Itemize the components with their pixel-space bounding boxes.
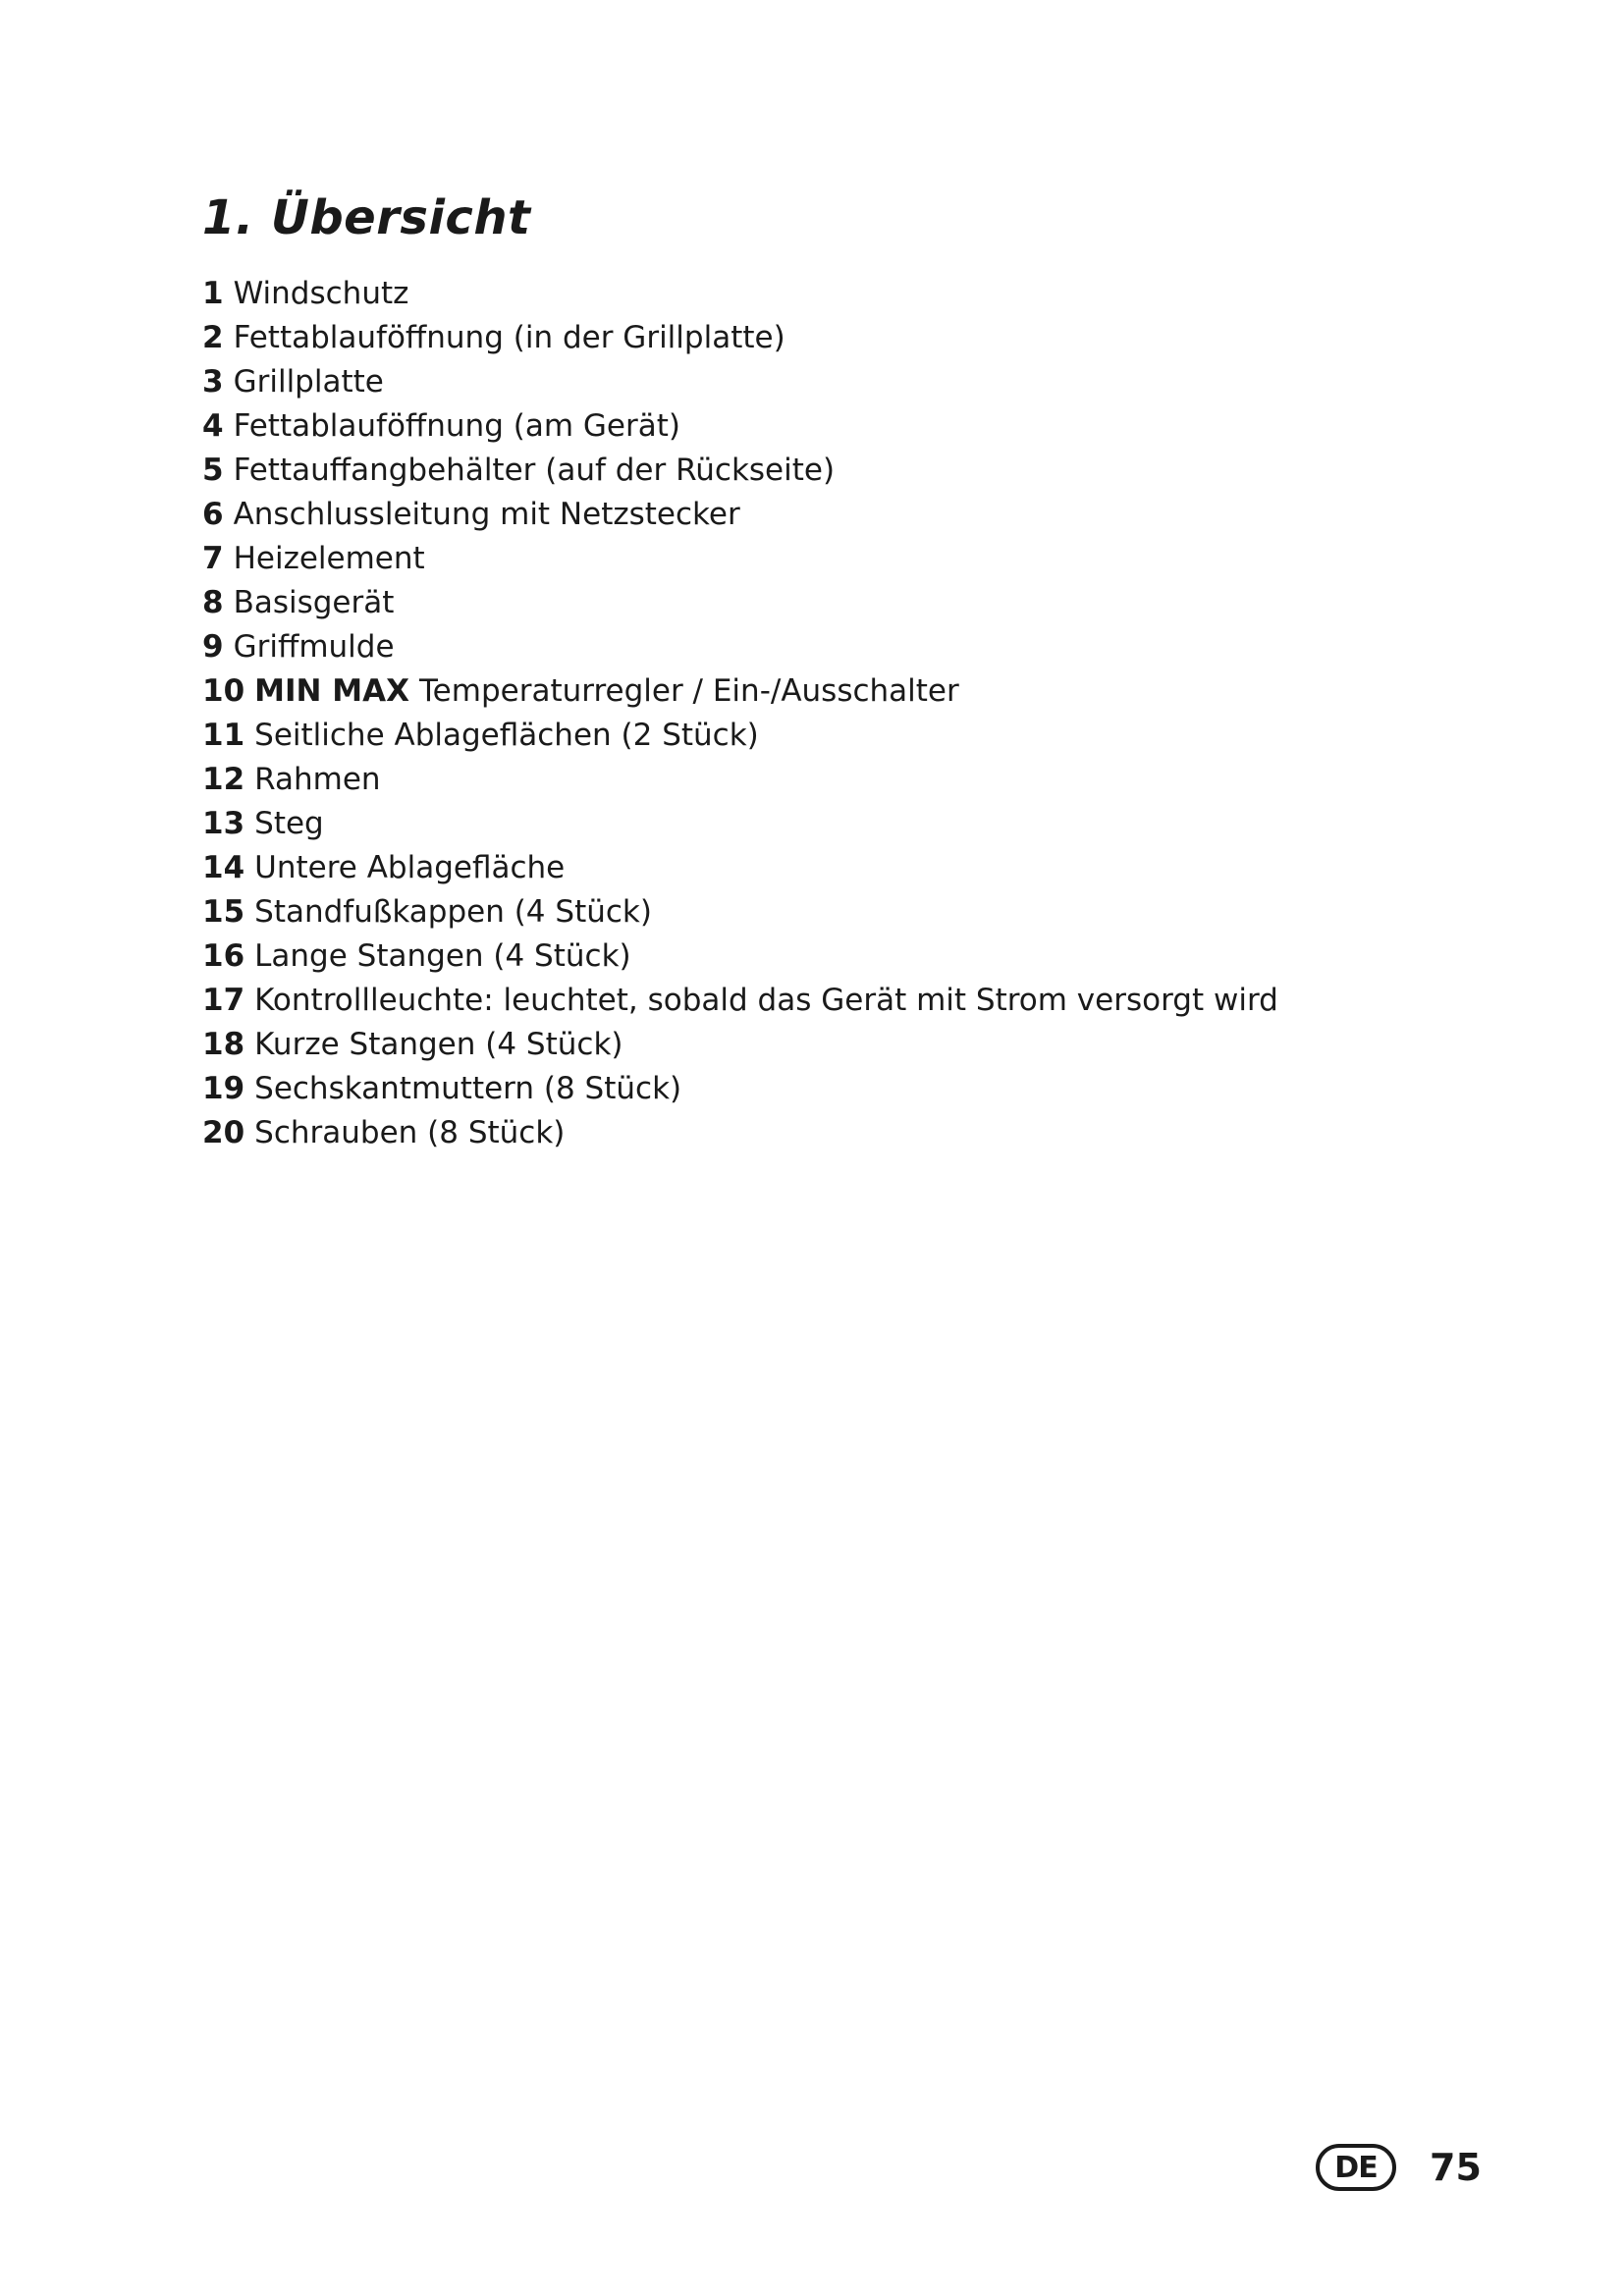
- list-item: [202, 1111, 1278, 1155]
- item-number: 20: [202, 1115, 245, 1150]
- item-text: Schrauben (8 Stück): [254, 1115, 566, 1150]
- item-text: Fettablauföffnung (in der Grillplatte): [233, 320, 785, 355]
- item-text: Steg: [254, 806, 324, 841]
- list-item: [202, 890, 1278, 934]
- list-item: [202, 758, 1278, 802]
- item-text: Untere Ablagefläche: [254, 850, 566, 885]
- item-number: 2: [202, 320, 224, 355]
- list-item: [202, 449, 1278, 493]
- item-text: Sechskantmuttern (8 Stück): [254, 1071, 682, 1106]
- list-item: [202, 404, 1278, 449]
- item-number: 8: [202, 585, 224, 620]
- item-text: Anschlussleitung mit Netzstecker: [233, 497, 740, 532]
- item-text: Kurze Stangen (4 Stück): [254, 1027, 623, 1062]
- item-text: Fettauffangbehälter (auf der Rückseite): [233, 453, 836, 488]
- list-item: [202, 802, 1278, 846]
- item-number: 5: [202, 453, 224, 488]
- item-number: 17: [202, 983, 245, 1018]
- item-text: Seitliche Ablageflächen (2 Stück): [254, 718, 759, 753]
- list-item: [202, 714, 1278, 758]
- item-number: 4: [202, 408, 224, 444]
- item-text: Lange Stangen (4 Stück): [254, 938, 631, 974]
- item-number: 16: [202, 938, 245, 974]
- list-item: [202, 625, 1278, 669]
- item-text: Heizelement: [233, 541, 425, 576]
- parts-list: [202, 272, 1278, 1155]
- list-item: [202, 493, 1278, 537]
- item-number: 14: [202, 850, 245, 885]
- item-number: 1: [202, 276, 224, 311]
- list-item: [202, 669, 1278, 714]
- item-number: 7: [202, 541, 224, 576]
- item-text: Griffmulde: [233, 629, 395, 665]
- list-item: [202, 537, 1278, 581]
- language-badge: DE: [1316, 2144, 1396, 2191]
- item-number: 11: [202, 718, 245, 753]
- item-number: 9: [202, 629, 224, 665]
- item-number: 19: [202, 1071, 245, 1106]
- list-item: [202, 360, 1278, 404]
- item-strong-label: MIN MAX: [254, 673, 410, 709]
- list-item: [202, 979, 1278, 1023]
- page-footer: [1316, 2142, 1482, 2193]
- item-text: Temperaturregler / Ein-/Ausschalter: [419, 673, 959, 709]
- page-title: 1. Übersicht: [202, 190, 531, 245]
- item-number: 3: [202, 364, 224, 400]
- list-item: [202, 581, 1278, 625]
- list-item: [202, 272, 1278, 316]
- list-item: [202, 1023, 1278, 1067]
- list-item: [202, 934, 1278, 979]
- item-text: Kontrollleuchte: leuchtet, sobald das Gerät mit Strom versorgt wird: [254, 983, 1278, 1018]
- list-item: [202, 846, 1278, 890]
- item-text: Fettablauföffnung (am Gerät): [233, 408, 680, 444]
- item-number: 15: [202, 894, 245, 930]
- item-number: 18: [202, 1027, 245, 1062]
- item-number: 10: [202, 673, 245, 709]
- item-text: Basisgerät: [233, 585, 395, 620]
- page-number: 75: [1430, 2146, 1482, 2189]
- list-item: [202, 316, 1278, 360]
- item-number: 12: [202, 762, 245, 797]
- item-number: 6: [202, 497, 224, 532]
- item-text: Standfußkappen (4 Stück): [254, 894, 652, 930]
- item-text: Windschutz: [233, 276, 409, 311]
- item-number: 13: [202, 806, 245, 841]
- item-text: Rahmen: [254, 762, 381, 797]
- item-text: Grillplatte: [233, 364, 384, 400]
- list-item: [202, 1067, 1278, 1111]
